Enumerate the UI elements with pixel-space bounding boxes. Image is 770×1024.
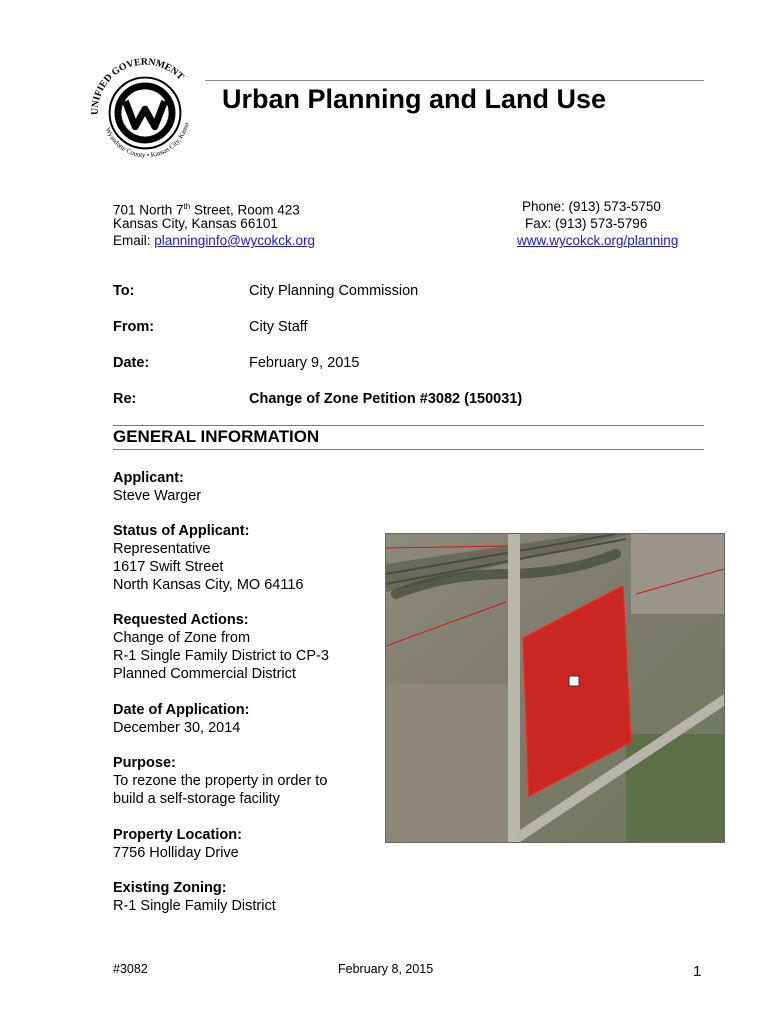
to-label: To: [113, 283, 135, 299]
section-rule-bottom [113, 449, 704, 450]
svg-text:UNIFIED GOVERNMENT: UNIFIED GOVERNMENT [89, 56, 186, 116]
from-value: City Staff [249, 319, 308, 335]
footer-date: February 8, 2015 [338, 962, 434, 976]
requested-actions-field [113, 611, 383, 683]
status-line: Representative [113, 541, 211, 557]
status-line: 1617 Swift Street [113, 559, 224, 575]
requested-line: Planned Commercial District [113, 666, 296, 682]
section-rule-top [113, 425, 704, 426]
date-label: Date: [113, 355, 150, 371]
fax-number: Fax: (913) 573-5796 [525, 216, 648, 231]
purpose-line: build a self-storage facility [113, 791, 280, 807]
section-heading: GENERAL INFORMATION [113, 427, 320, 446]
page-number: 1 [693, 963, 702, 980]
applicant-field [113, 469, 383, 505]
from-label: From: [113, 319, 155, 335]
aerial-parcel-map [385, 533, 725, 843]
existing-zoning-value: R-1 Single Family District [113, 898, 276, 914]
unified-government-seal-logo [86, 52, 204, 170]
status-field [113, 522, 383, 594]
date-value: February 9, 2015 [249, 355, 360, 371]
map-structure-marker [569, 676, 579, 686]
property-location-field [113, 826, 383, 862]
existing-zoning-label: Existing Zoning: [113, 880, 227, 896]
existing-zoning-field [113, 879, 383, 915]
property-location-label: Property Location: [113, 827, 242, 843]
date-of-application-label: Date of Application: [113, 702, 250, 718]
status-line: North Kansas City, MO 64116 [113, 577, 304, 593]
requested-line: R-1 Single Family District to CP-3 [113, 648, 329, 664]
requested-actions-label: Requested Actions: [113, 612, 249, 628]
purpose-line: To rezone the property in order to [113, 773, 328, 789]
email-link[interactable]: planninginfo@wycokck.org [154, 233, 316, 248]
status-label: Status of Applicant: [113, 523, 250, 539]
purpose-field [113, 754, 383, 808]
date-of-application-value: December 30, 2014 [113, 720, 241, 736]
svg-text:Wyandotte County • Kansas City: Wyandotte County • Kansas City, Kansa [103, 122, 191, 160]
header-rule [205, 80, 704, 81]
requested-line: Change of Zone from [113, 630, 251, 646]
re-value: Change of Zone Petition #3082 (150031) [249, 391, 523, 407]
map-field-patch [386, 684, 516, 842]
email-line: Email: planninginfo@wycokck.org [113, 233, 316, 248]
map-field-patch [631, 534, 724, 614]
to-value: City Planning Commission [249, 283, 419, 299]
applicant-value: Steve Warger [113, 488, 202, 504]
page-title: Urban Planning and Land Use [222, 84, 607, 114]
phone-number: Phone: (913) 573-5750 [522, 199, 661, 214]
property-location-value: 7756 Holliday Drive [113, 845, 239, 861]
date-of-application-field [113, 701, 383, 737]
website-link[interactable]: www.wycokck.org/planning [517, 233, 679, 248]
address-line-2: Kansas City, Kansas 66101 [113, 216, 278, 231]
map-road-vertical [508, 534, 520, 842]
purpose-label: Purpose: [113, 755, 176, 771]
website-line [517, 232, 678, 249]
applicant-label: Applicant: [113, 470, 184, 486]
re-label: Re: [113, 391, 137, 407]
address-line-1: 701 North 7th Street, Room 423 [113, 202, 300, 218]
footer-case-number: #3082 [113, 962, 148, 976]
